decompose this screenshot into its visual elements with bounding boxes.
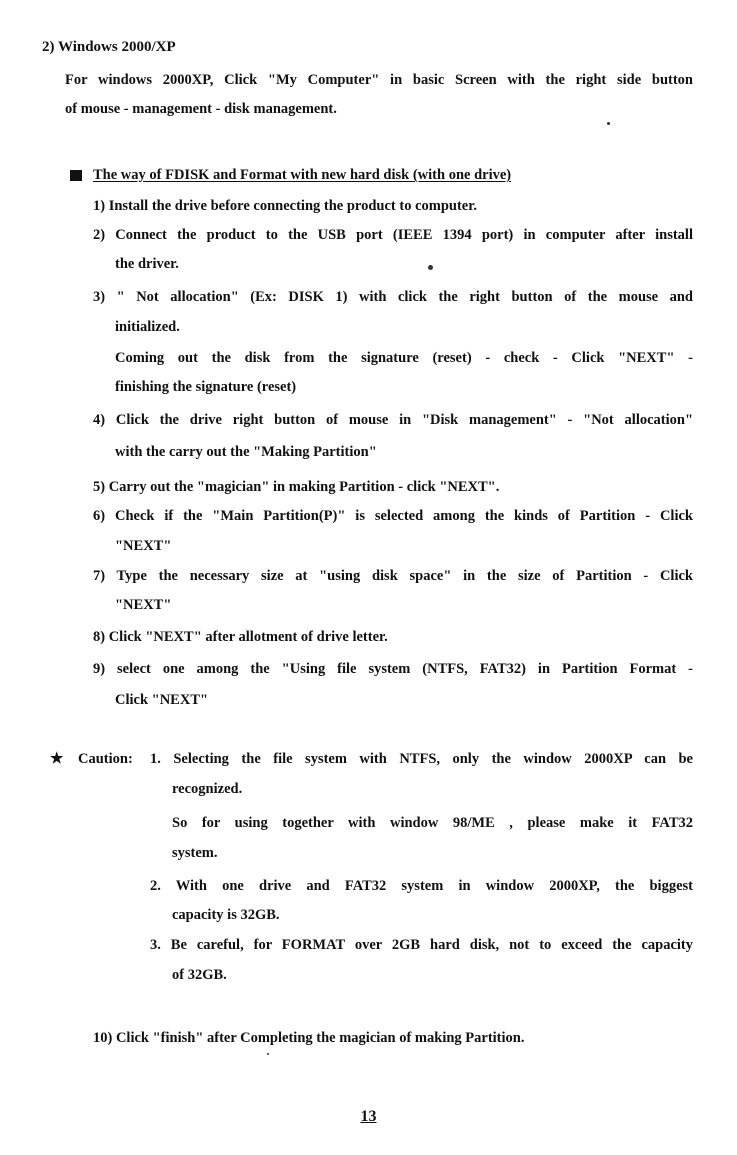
caution-item-1: 1. Selecting the file system with NTFS, only the window 2000XP can be: [150, 751, 693, 767]
caution-item-1-note-cont: system.: [172, 845, 218, 861]
caution-item-3: 3. Be careful, for FORMAT over 2GB hard disk, not to exceed the capacity: [150, 937, 693, 953]
step-7-cont: "NEXT": [115, 597, 172, 613]
step-7: 7) Type the necessary size at "using disk space" in the size of Partition - Click: [93, 568, 693, 584]
step-2-cont: the driver.: [115, 256, 179, 272]
subsection-title: The way of FDISK and Format with new hard disk (with one drive): [93, 167, 512, 183]
caution-item-2-cont: capacity is 32GB.: [172, 907, 280, 923]
caution-item-3-cont: of 32GB.: [172, 967, 227, 983]
step-3: 3) " Not allocation" (Ex: DISK 1) with click the right button of the mouse and: [93, 289, 693, 305]
caution-item-1-note: So for using together with window 98/ME , please make it FAT32: [172, 815, 693, 831]
step-9-cont: Click "NEXT": [115, 692, 209, 708]
step-10: 10) Click "finish" after Completing the magician of making Partition.: [93, 1030, 525, 1046]
step-6-cont: "NEXT": [115, 538, 172, 554]
intro-line-1: For windows 2000XP, Click "My Computer" in basic Screen with the right side button: [65, 72, 693, 88]
step-3-note: Coming out the disk from the signature (reset) - check - Click "NEXT" -: [115, 350, 693, 366]
caution-item-1-cont: recognized.: [172, 781, 243, 797]
step-4-cont: with the carry out the "Making Partition": [115, 444, 377, 460]
step-4: 4) Click the drive right button of mouse in "Disk management" - "Not allocation": [93, 412, 693, 428]
caution-label: Caution:: [78, 751, 133, 767]
scan-speck: [607, 122, 610, 125]
square-bullet-icon: [70, 170, 82, 181]
page-number: 13: [360, 1108, 377, 1125]
step-2: 2) Connect the product to the USB port (IEEE 1394 port) in computer after install: [93, 227, 693, 243]
step-9: 9) select one among the "Using file system (NTFS, FAT32) in Partition Format -: [93, 661, 693, 677]
scan-speck: [267, 1053, 269, 1055]
section-heading: 2) Windows 2000/XP: [42, 39, 176, 55]
step-5: 5) Carry out the "magician" in making Partition - click "NEXT".: [93, 479, 500, 495]
step-3-note-cont: finishing the signature (reset): [115, 379, 297, 395]
step-1: 1) Install the drive before connecting the product to computer.: [93, 198, 477, 214]
star-icon: ★: [50, 751, 64, 767]
step-3-cont: initialized.: [115, 319, 180, 335]
step-8: 8) Click "NEXT" after allotment of drive letter.: [93, 629, 388, 645]
intro-line-2: of mouse - management - disk management.: [65, 101, 337, 117]
caution-item-2: 2. With one drive and FAT32 system in window 2000XP, the biggest: [150, 878, 693, 894]
step-6: 6) Check if the "Main Partition(P)" is selected among the kinds of Partition - Click: [93, 508, 693, 524]
scan-speck: [428, 265, 433, 270]
